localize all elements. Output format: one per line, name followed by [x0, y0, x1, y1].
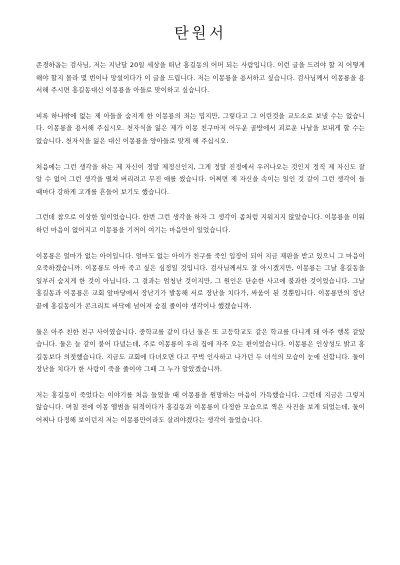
paragraph-3: 처음에는 그런 생각을 하는 제 자신이 정말 제정신인지, 그게 정말 진정에서 우러나오는 것인지 정직 제 자신도 잘 알 수 없어 그런 생각을 떨쳐 버리려고 무진 애를 썼습니다. 어쩌면 제 자신을 속이는 일인 것 같이 그런 생각이 들 때마다 강하게 고개를 흔들어 보기도 했습니다.: [36, 162, 365, 196]
paragraph-4: 그런데 참으로 이상한 일이었습니다. 한번 그런 생각을 하자 그 생각이 좀처럼 지워지지 않았습니다. 이몽룡을 미워하던 마음이 없어지고 이몽룡을 기꺼이 여기는 마음만이 일었습니다.: [36, 213, 365, 234]
paragraph-2: 비록 하나밖에 없는 제 아들을 숨지게 한 이몽룡의 죄는 밉지만, 그렇다고 그 어린것을 교도소로 보낼 수는 없습니다. 이몽룡을 용서해 주십시오. 천자식을 잃은 제가 이몽 친구마저 어두운 골방에서 괴로운 나날을 보내게 할 수는 없습니다. 천자식을 잃은 대신 이몽룡을 양아들로 맞게 해 주십시오.: [36, 111, 365, 145]
paragraph-7: 저는 홍길동이 죽었다는 이야기를 처음 들었을 때 이몽룡을 원망하는 마음이 가득했습니다. 그런데 지금은 그렇지 않습니다. 며칠 전에 이몽 앨범을 뒤적이다가 홍길동과 이몽룡이 다정한 모습으로 찍은 사진을 보게 되었는데, 둘이 어찌나 다정해 보이던지 저는 이몽룡만이라도 살려야겠다는 생각이 들었습니다.: [36, 390, 365, 425]
paragraph-6: 둘은 아주 친한 친구 사이였습니다. 중학교를 같이 다닌 둘은 또 고등학교도 같은 학교를 다니게 돼 아주 행복 같았습니다. 둘은 늘 같이 붙어 다녔는데, 주로 이몽룡이 우리 집에 자주 오는 편이었습니다. 이몽룡은 인상성도 밝고 홍길동보다 의젓했습니다. 지금도 교회에 다녀오면 다고 꾸벅 인사하고 나가던 두 녀석의 모습이 눈에 선합니다. 둘이 장난을 치다가 한 사람이 죽을 줄이야 그때 그 누가 알았겠습니까.: [36, 327, 365, 374]
paragraph-1: 존경하옵는 검사님, 저는 지난달 20일 세상을 떠난 홍길동의 어머 되는 사람입니다. 이런 글을 드려야 할 지 어떻게 해야 할지 몰라 몇 번이나 망설이다가 이 글을 드립니다. 저는 이몽룡을 용서하고 싶습니다. 검사님께서 이몽룡을 용서해 주시면 홍길동대신 이몽룡을 아들로 맞이하고 싶습니다.: [36, 61, 365, 95]
document-title: 탄원서: [174, 24, 227, 42]
paragraph-5: 이몽룡은 얼마가 없는 아이입니다. 엄마도 없는 아이가 친구를 죽인 입장이 되어 지금 재판을 받고 있으니 그 마음이 오죽하겠습니까. 이몽룡도 아마 죽고 싶은 심정일 것입니다. 검사님께서도 잘 아시겠지만, 이몽룡는 그날 홍길동을 일부러 숨지게 한 것이 아닙니다. 그 결과는 엄청난 것이지만, 그 원인은 단순한 사고에 불과한 것이었습니다. 그날 홍길동과 이몽룡은 교회 앞마당에서 장난기가 발동해 서로 장난을 치다가, 싸움이 된 것뿐입니다. 이몽룡만의 장난 끝에 홍길동이가 콘크리트 바닥에 넘어져 숨질 줄이야 생각이나 했겠습니까.: [36, 251, 365, 310]
